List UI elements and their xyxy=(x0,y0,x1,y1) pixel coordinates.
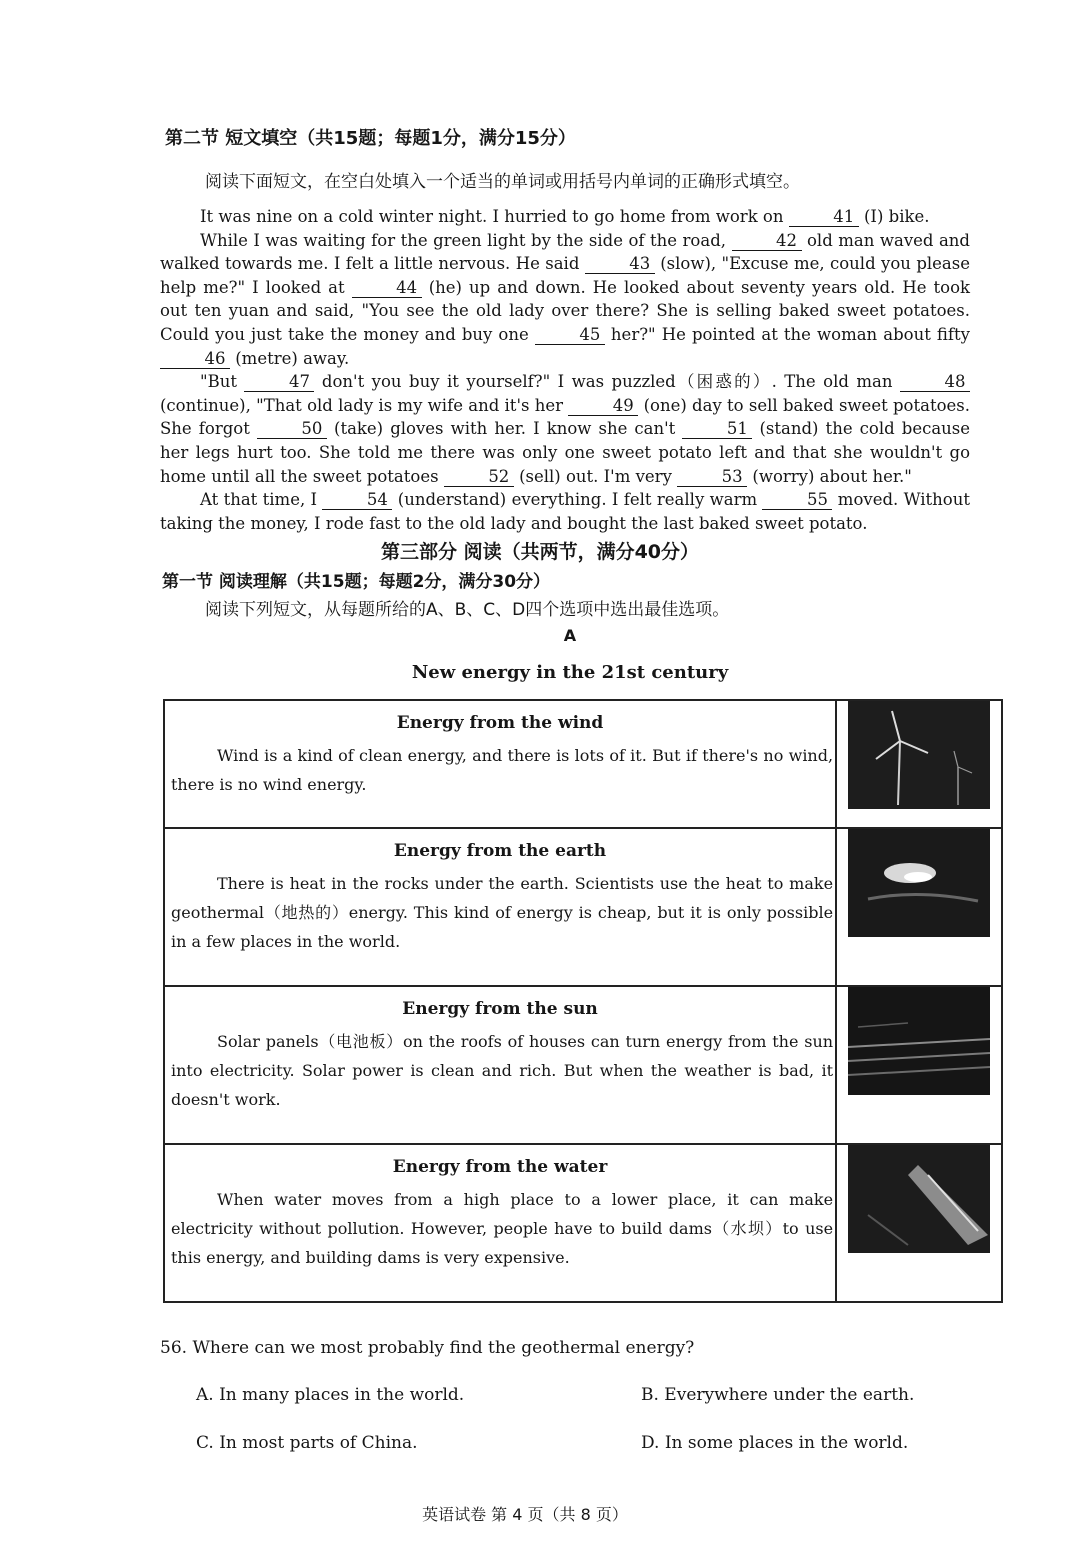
row-heading: Energy from the sun xyxy=(402,999,598,1019)
paragraph-4 xyxy=(160,488,970,535)
blank-53: 53 xyxy=(677,468,747,487)
passage-text: don't you buy it yourself?" I was puzzled（困惑的）. The old man xyxy=(321,372,893,392)
blank-46: 46 xyxy=(160,350,230,369)
passage-text: "But xyxy=(200,372,237,392)
table-row xyxy=(164,828,1002,986)
passage-text: her?" He pointed at the woman about fifty xyxy=(610,324,970,344)
blank-43: 43 xyxy=(585,255,655,274)
passage-text: (understand) everything. I felt really warm xyxy=(397,490,758,510)
blank-47: 47 xyxy=(244,373,314,392)
blank-54: 54 xyxy=(322,491,392,510)
section-instruction: 阅读下面短文，在空白处填入一个适当的单词或用括号内单词的正确形式填空。 xyxy=(205,172,800,192)
row-text: When water moves from a high place to a lower place, it can make electricity without pollution. However, people have to build dams（水坝）to use this energy, and building dams is very expensive. xyxy=(171,1190,834,1267)
table-cell xyxy=(836,828,1002,986)
row-text: There is heat in the rocks under the earth. Scientists use the heat to make geothermal（地热的）energy. This kind of energy is cheap, but it is only possible in a few places in the world. xyxy=(171,874,834,951)
blank-45: 45 xyxy=(535,326,605,345)
passage-text: At that time, I xyxy=(200,490,318,510)
table-cell xyxy=(164,700,836,828)
table-cell xyxy=(164,1144,836,1302)
option-d: D. In some places in the world. xyxy=(641,1433,909,1453)
wind-turbine-image xyxy=(848,701,990,809)
paragraph-3 xyxy=(160,370,970,488)
blank-49: 49 xyxy=(568,397,638,416)
option-b: B. Everywhere under the earth. xyxy=(641,1385,915,1405)
blank-50: 50 xyxy=(257,420,327,439)
row-text: Solar panels（电池板）on the roofs of houses can turn energy from the sun into electricity. Solar power is clean and rich. But when the weather is bad, it doesn't work. xyxy=(171,1032,834,1109)
paragraph-2 xyxy=(160,229,970,371)
passage-text: moved. Without taking the money, I rode fast to the old lady and bought the last baked sweet potato. xyxy=(160,490,971,533)
blank-48: 48 xyxy=(900,373,970,392)
passage-text: (metre) away. xyxy=(235,348,350,368)
blank-44: 44 xyxy=(352,279,422,298)
section-title: 第一节 阅读理解（共15题；每题2分，满分30分） xyxy=(162,572,551,592)
passage-text: (sell) out. I'm very xyxy=(519,466,672,486)
passage-text: (he) up and down. He looked about seventy years old. He took out ten yuan and said, "You see the old lady over there? She is selling baked sweet potatoes. Could you just take the money and buy one xyxy=(160,277,971,344)
reading-title: New energy in the 21st century xyxy=(411,662,729,683)
section-instruction: 阅读下列短文，从每题所给的A、B、C、D四个选项中选出最佳选项。 xyxy=(205,600,730,620)
row-heading: Energy from the earth xyxy=(393,841,607,861)
passage-text: (one) day to sell baked sweet potatoes. She forgot xyxy=(160,395,970,439)
energy-table xyxy=(163,699,1003,1303)
option-c: C. In most parts of China. xyxy=(196,1433,418,1453)
table-row xyxy=(164,1144,1002,1302)
table-row xyxy=(164,986,1002,1144)
blank-41: 41 xyxy=(789,208,859,227)
blank-55: 55 xyxy=(762,491,832,510)
passage-text: (continue), "That old lady is my wife and it's her xyxy=(160,395,564,415)
cloze-passage xyxy=(160,205,970,535)
passage-text: old man waved and walked towards me. I felt a little nervous. He said xyxy=(160,230,970,274)
question-56-stem: 56. Where can we most probably find the geothermal energy? xyxy=(160,1338,695,1358)
row-heading: Energy from the water xyxy=(392,1157,608,1177)
section-title: 第二节 短文填空（共15题；每题1分，满分15分） xyxy=(165,128,576,149)
solar-panel-image xyxy=(848,987,990,1095)
geothermal-image xyxy=(848,829,990,937)
table-cell xyxy=(836,1144,1002,1302)
blank-42: 42 xyxy=(732,232,802,251)
dam-water-image xyxy=(848,1145,990,1253)
passage-text: (stand) the cold because her legs hurt too. She told me there was only one sweet potato left and that she wouldn't go home until all the sweet potatoes xyxy=(160,419,971,486)
row-text: Wind is a kind of clean energy, and there is lots of it. But if there's no wind, there is no wind energy. xyxy=(171,746,834,794)
passage-text: (take) gloves with her. I know she can't xyxy=(334,419,676,439)
passage-text: (worry) about her." xyxy=(752,466,912,486)
page-footer: 英语试卷 第 4 页（共 8 页） xyxy=(422,1505,628,1524)
paragraph-1 xyxy=(160,205,970,229)
passage-text: While I was waiting for the green light by the side of the road, xyxy=(200,230,726,250)
blank-52: 52 xyxy=(444,468,514,487)
passage-text: It was nine on a cold winter night. I hurried to go home from work on xyxy=(200,207,784,226)
table-cell xyxy=(836,700,1002,828)
table-row xyxy=(164,700,1002,828)
row-heading: Energy from the wind xyxy=(396,713,604,733)
table-cell xyxy=(164,828,836,986)
option-a: A. In many places in the world. xyxy=(196,1385,465,1405)
passage-text: (I) bike. xyxy=(864,207,930,226)
table-cell xyxy=(164,986,836,1144)
part-title: 第三部分 阅读（共两节，满分40分） xyxy=(380,541,700,563)
table-cell xyxy=(836,986,1002,1144)
passage-text: (slow), "Excuse me, could you please help me?" I looked at xyxy=(160,254,970,297)
blank-51: 51 xyxy=(682,420,752,439)
passage-label: A xyxy=(563,626,577,645)
